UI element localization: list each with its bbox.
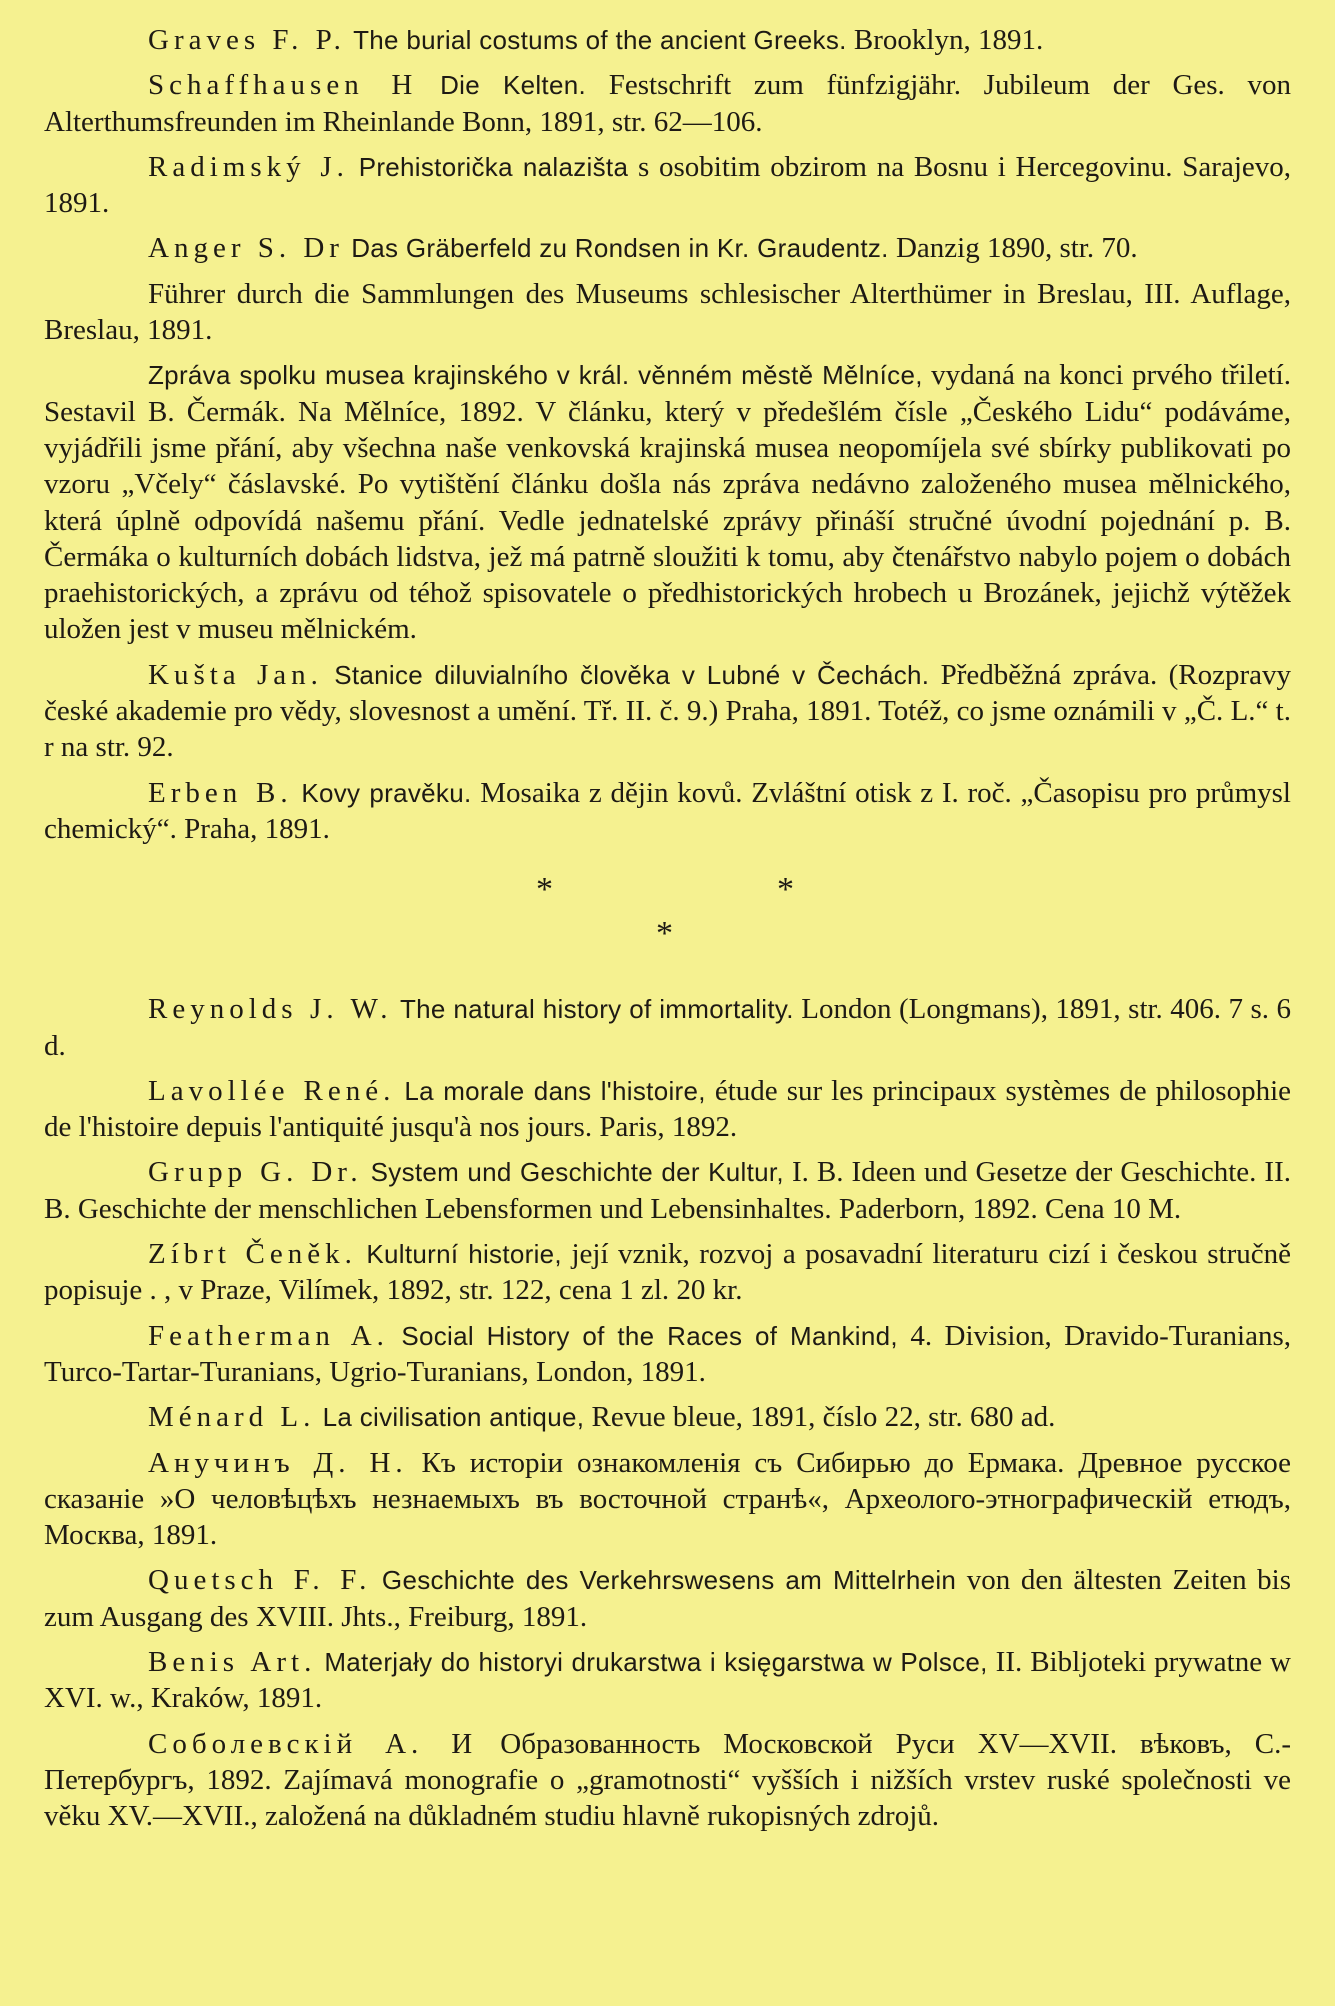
entry-title: Social History of the Races of Mankind,	[401, 1320, 898, 1351]
bibliography-entry	[44, 1562, 1291, 1635]
bibliography-entry	[44, 230, 1291, 266]
entry-details: London (Longmans), 1891, str. 406. 7 s. 6 d.	[44, 993, 1291, 1062]
asterisk-separator: *	[536, 871, 553, 909]
entry-details: von den ältesten Zeiten bis zum Ausgang des XVIII. Jhts., Freiburg, 1891.	[44, 1564, 1292, 1633]
entry-title: The burial costums of the ancient Greeks.	[353, 25, 847, 55]
asterisk-separator: *	[777, 871, 794, 909]
entry-details: Führer durch die Sammlungen des Museums schlesischer Alterthümer in Breslau, III. Auflage, Breslau, 1891.	[44, 277, 1291, 347]
entry-details: I. B. Ideen und Gesetze der Geschichte. II. B. Geschichte der menschlichen Lebensformen und Lebensinhaltes. Paderborn, 1892. Cena 10 M.	[44, 1156, 1291, 1225]
entry-details: vydaná na konci prvého třiletí. Sestavil B. Čermák. Na Mělníce, 1892. V článku, který v předešlém čísle „Českého Lidu“ podáváme, vyjádřili jsme přání, aby všechna naše venkovská krajinská musea neopomíjela své sbírky publikovati po vzoru „Včely“ čáslavské. Po vytištění článku došla nás zpráva nedávno založeného musea mělnického, která úplně odpovídá našemu přání. Vedle jednatelské zprávy přináší stručné úvodní pojednání p. B. Čermáka o kulturních dobách lidstva, jež má patrně sloužiti k tomu, aby čtenářstvo nabylo pojem o dobách praehistorických, a zprávu od téhož spisovatele o předhistorických hrobech u Brozánek, jejichž výtěžek uložen jest v museu mělnickém.	[44, 359, 1291, 646]
entry-title: Geschichte des Verkehrswesens am Mittelrhein	[381, 1565, 957, 1596]
bibliography-entry	[44, 1073, 1291, 1146]
bibliography-entry	[44, 67, 1291, 140]
bibliography-entry	[44, 1644, 1291, 1717]
bibliography-entry	[44, 991, 1291, 1064]
entry-author: Graves F. P.	[148, 24, 346, 56]
entry-details: její vznik, rozvoj a posavadní literaturu cizí i českou stručně popisuje . , v Praze, Vilímek, 1892, str. 122, cena 1 zl. 20 kr.	[44, 1238, 1291, 1307]
bibliography-entry	[44, 775, 1291, 848]
entry-title: La civilisation antique,	[322, 1402, 585, 1433]
entry-title: Materjały do historyi drukarstwa i księgarstwa w Polsce,	[324, 1646, 988, 1677]
bibliography-entry	[44, 1445, 1291, 1554]
entry-author: Radimský J.	[148, 150, 349, 183]
bibliography-entry	[44, 1236, 1291, 1309]
entry-details: Къ исторіи ознакомленія съ Сибирью до Ермака. Древное русское сказаніе »О человѣцѣхъ незнаемыхъ въ восточной странѣ«, Археолого-этнографическій етюдъ, Москва, 1891.	[44, 1446, 1291, 1552]
entry-details: Brooklyn, 1891.	[846, 24, 1044, 56]
bibliography-entry	[44, 1399, 1291, 1435]
entry-title: La morale dans l'histoire,	[404, 1075, 706, 1106]
entry-details: Festschrift zum fünfzigjähr. Jubileum der Ges. von Alterthumsfreunden im Rheinlande Bonn, 1891, str. 62—106.	[44, 69, 1292, 138]
entry-details: Mosaika z dějin kovů. Zvláštní otisk z I. roč. „Časopisu pro průmysl chemický“. Praha, 1891.	[44, 776, 1291, 845]
bibliography-entry	[44, 149, 1291, 222]
entry-details: étude sur les principaux systèmes de philosophie de l'histoire depuis l'antiquité jusqu'à nos jours. Paris, 1892.	[44, 1074, 1292, 1144]
bibliography-section-bottom	[44, 991, 1291, 1834]
section-separator	[44, 863, 1291, 973]
entry-author: Ménard L.	[148, 1401, 316, 1434]
bibliography-entry	[44, 276, 1291, 349]
entry-author: Kušta Jan.	[148, 658, 323, 691]
entry-details: Образованность Московской Руси XV—XVII. вѣковъ, С.-Петербургъ, 1892. Zajímavá monografie o „gramotnosti“ vyšších i nižších vrstev ruské společnosti ve věku XV.—XVII., založená na důkladném studiu hlavně rukopisných zdrojů.	[44, 1727, 1291, 1833]
entry-details: Revue bleue, 1891, číslo 22, str. 680 ad.	[584, 1401, 1056, 1434]
entry-title: Kovy pravěku.	[301, 777, 472, 808]
entry-title: The natural history of immortality.	[399, 994, 794, 1025]
entry-details: Danzig 1890, str. 70.	[888, 232, 1138, 265]
bibliography-entry	[44, 1726, 1291, 1835]
entry-title: Stanice diluvialního člověka v Lubné v Čechách.	[334, 659, 930, 690]
entry-author: Grupp G. Dr.	[148, 1156, 363, 1189]
bibliography-entry	[44, 357, 1291, 647]
entry-title: Das Gräberfeld zu Rondsen in Kr. Graudentz.	[351, 233, 889, 264]
entry-title: Kulturní historie,	[366, 1239, 562, 1270]
entry-details: II. Bibljoteki prywatne w XVI. w., Kraków, 1891.	[44, 1645, 1291, 1715]
entry-author: Zíbrt Čeněk.	[148, 1238, 357, 1271]
entry-author: Featherman A.	[148, 1319, 389, 1352]
entry-details: s osobitim obzirom na Bosnu i Hercegovinu. Sarajevo, 1891.	[44, 150, 1292, 220]
entry-author: Erben B.	[148, 776, 293, 809]
entry-author: Reynolds J. W.	[148, 993, 393, 1026]
asterisk-separator: *	[656, 915, 673, 953]
entry-author: Quetsch F. F.	[148, 1564, 372, 1597]
entry-title: Prehistorička nalazišta	[358, 151, 629, 182]
entry-author: Соболевскій А. И	[148, 1727, 478, 1760]
entry-author: Анучинъ Д. Н.	[148, 1446, 408, 1479]
bibliography-entry	[44, 22, 1291, 58]
entry-author: Schaffhausen H	[148, 69, 418, 102]
bibliography-entry	[44, 1154, 1291, 1227]
bibliography-entry	[44, 1318, 1291, 1391]
entry-author: Anger S. Dr	[148, 232, 344, 265]
entry-title: Die Kelten.	[440, 70, 587, 101]
entry-details: Předběžná zpráva. (Rozpravy české akademie pro vědy, slovesnost a umění. Tř. II. č. 9.) Praha, 1891. Totéž, co jsme oznámili v „Č. L.“ t. r na str. 92.	[44, 658, 1291, 764]
entry-author: Lavollée René.	[148, 1074, 396, 1107]
entry-details: 4. Division, Dravido-Turanians, Turco-Tartar-Turanians, Ugrio-Turanians, London, 1891.	[44, 1319, 1291, 1388]
bibliography-section-top	[44, 22, 1291, 847]
entry-title: System und Geschichte der Kultur,	[370, 1157, 784, 1188]
entry-author: Benis Art.	[148, 1645, 317, 1678]
entry-title: Zpráva spolku musea krajinského v král. věnném městě Mělníce,	[148, 360, 923, 391]
bibliography-entry	[44, 657, 1291, 766]
